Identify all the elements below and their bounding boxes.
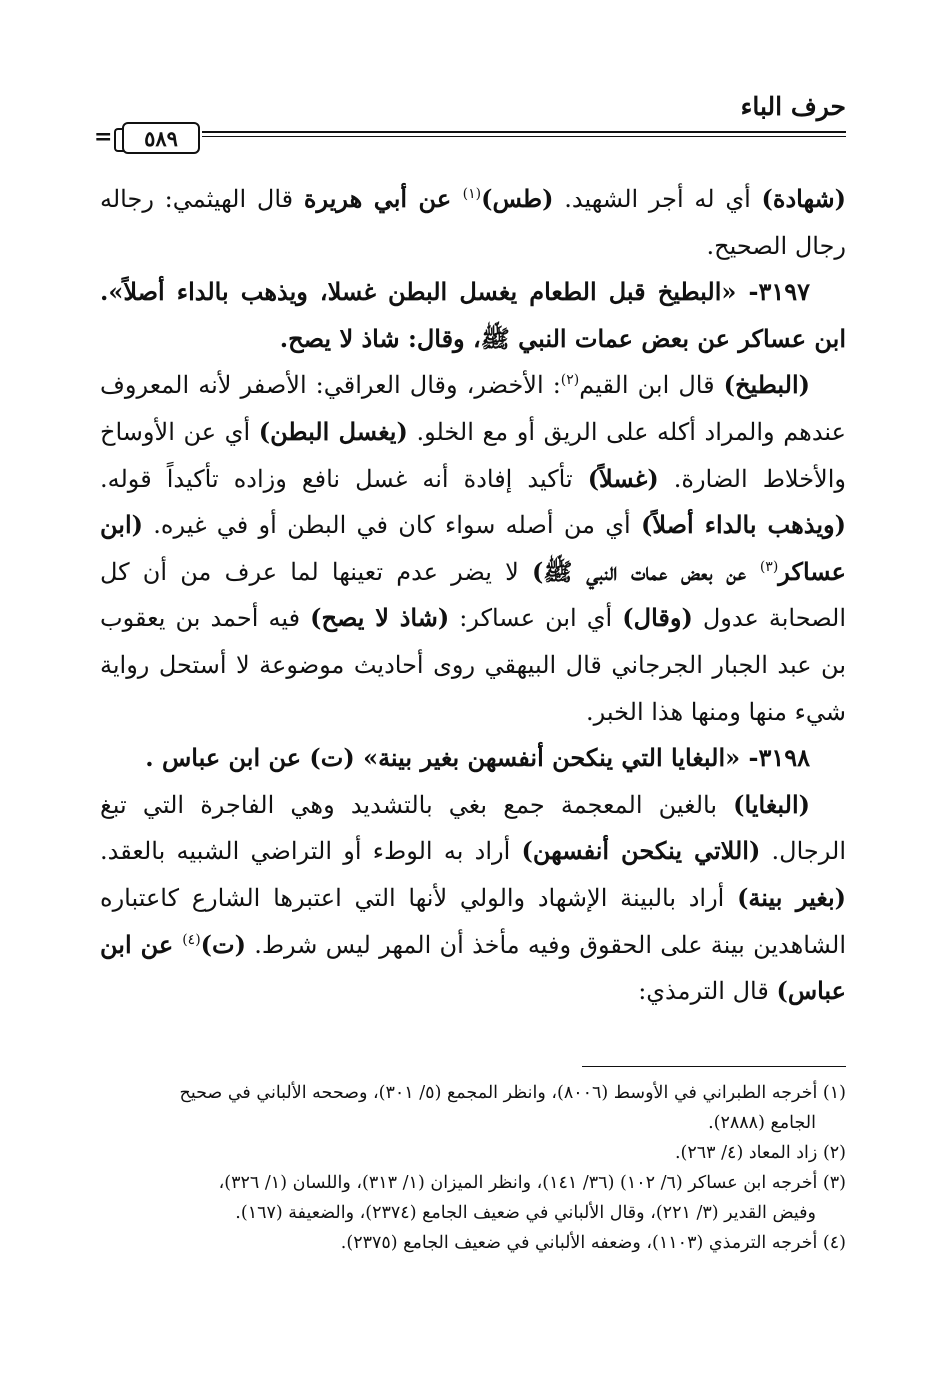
footnote-1-cont: الجامع (٢٨٨٨).	[708, 1113, 816, 1133]
text: بالغين المعجمة جمع بغي بالتشديد وهي الفاجرة التي تبغ الرجال.	[100, 790, 846, 866]
text: أي من أصله سواء كان في البطن أو في غيره.	[142, 511, 641, 540]
footnote-4: (٤) أخرجه الترمذي (١١٠٣)، وضعفه الألباني في ضعيف الجامع (٢٣٧٥).	[340, 1233, 846, 1253]
term: (اللاتي ينكحن أنفسهن)	[521, 836, 761, 866]
term: (بغير بينة)	[737, 882, 846, 912]
footnote-divider	[582, 1066, 846, 1067]
hadith-3198	[100, 735, 846, 782]
text: أي عن الأوساخ والأخلاط الضارة.	[100, 417, 847, 493]
footnote-3: (٣) أخرجه ابن عساكر (٦/ ١٠٢) (٣٦/ ١٤١)، وانظر الميزان (١/ ٣١٣)، واللسان (١/ ٣٢٦)،	[218, 1173, 846, 1193]
term: (غسلاً)	[587, 463, 659, 493]
text: أراد به الوطء أو التراضي الشبيه بالعقد.	[100, 837, 522, 866]
hadith-text: ٣١٩٨- «البغايا التي ينكحن أنفسهن بغير بينة» (ت) عن ابن عباس .	[145, 743, 810, 773]
text: لا يضر عدم تعينها لما عرف من أن كل الصحابة عدول	[100, 557, 847, 633]
paragraph	[100, 362, 846, 735]
term: (طس)	[481, 184, 554, 213]
chapter-title: حرف الباء	[740, 92, 846, 121]
footnote-1: (١) أخرجه الطبراني في الأوسط (٨٠٠٦)، وانظر المجمع (٥/ ٣٠١)، وصححه الألباني في صحيح	[179, 1083, 846, 1103]
term: (شهادة)	[761, 184, 846, 213]
text: فيه أحمد بن يعقوب بن عبد الجبار الجرجاني قال البيهقي روى أحاديث موضوعة لا أستحل رواية شيء منها ومنها هذا الخبر.	[100, 604, 846, 726]
term: (شاذ لا يصح)	[310, 603, 450, 633]
term: (البغايا)	[733, 789, 810, 819]
footnote-ref: (٤)	[182, 931, 201, 948]
footnote-ref: (٢)	[560, 372, 580, 389]
footnote-ref: (١)	[462, 186, 482, 202]
header-rule-thick	[202, 131, 846, 133]
footnotes	[100, 1078, 846, 1258]
text: تأكيد إفادة أنه غسل نافع وزاده تأكيداً قوله.	[100, 464, 588, 493]
page-number: ٥٨٩	[144, 125, 178, 151]
header-rule-thin	[202, 136, 846, 137]
term: (وقال)	[622, 603, 693, 633]
text: قال الهيثمي: رجاله رجال الصحيح.	[100, 185, 846, 260]
term: عن ابن عباس)	[100, 929, 846, 1006]
term: (يغسل البطن)	[258, 416, 408, 446]
equals-ornament: =	[94, 124, 113, 150]
header-rule	[94, 122, 846, 152]
hadith-text: ٣١٩٧- «البطيخ قبل الطعام يغسل البطن غسلا، ويذهب بالداء أصلاً». ابن عساكر عن بعض عمات النبي ﷺ، وقال: شاذ لا يصح.	[100, 277, 846, 353]
term: (ت)	[200, 929, 246, 959]
term: (ابن عساكر	[100, 510, 846, 586]
footnote-3-cont: وفيض القدير (٣/ ٢٢١)، وقال الألباني في ضعيف الجامع (٢٣٧٤)، والضعيفة (١٦٧).	[235, 1203, 816, 1223]
footnote-2: (٢) زاد المعاد (٤/ ٢٦٣).	[674, 1143, 846, 1163]
text: قال ابن القيم	[579, 371, 724, 400]
term: (البطيخ)	[723, 370, 810, 400]
paragraph	[100, 782, 846, 1015]
footnote-ref: (٣)	[759, 558, 779, 575]
main-text	[100, 176, 846, 1015]
text: أراد بالبينة الإشهاد والولي لأنها التي اعتبرها الشارع كاعتباره الشاهدين بينة على الحقوق وفيه مأخذ أن المهر ليس شرط.	[100, 883, 846, 959]
hadith-3197	[100, 269, 846, 362]
term: عن بعض عمات النبي ﷺ)	[532, 556, 760, 586]
term: عن أبي هريرة	[303, 184, 463, 213]
text: أي ابن عساكر:	[449, 604, 623, 633]
text: : الأخضر، وقال العراقي: الأصفر لأنه المعروف عندهم والمراد أكله على الريق أو مع الخلو.	[100, 371, 846, 446]
term: (ويذهب بالداء أصلاً)	[640, 510, 847, 540]
text: قال الترمذي:	[638, 977, 777, 1006]
page-number-box	[122, 122, 200, 154]
text: أي له أجر الشهيد.	[553, 185, 762, 213]
paragraph	[100, 176, 846, 269]
